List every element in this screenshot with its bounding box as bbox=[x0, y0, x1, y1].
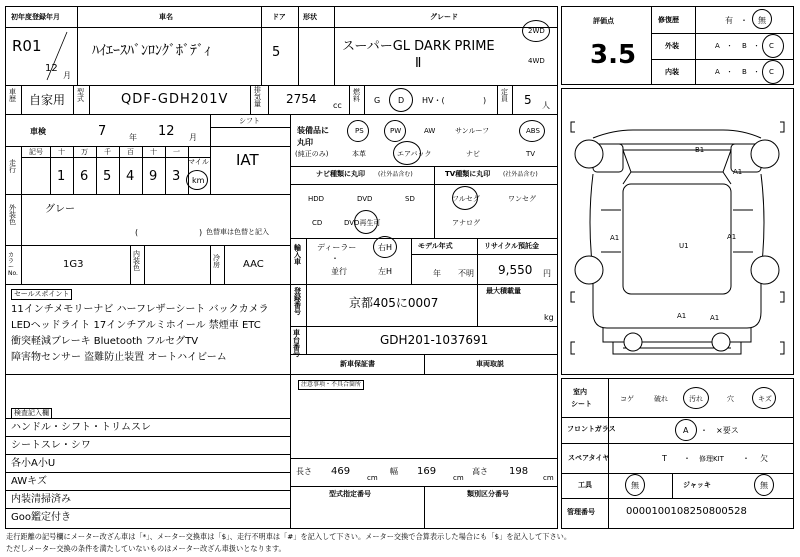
usage-value: 自家用 bbox=[29, 93, 66, 107]
inspection-year: 7 bbox=[98, 124, 107, 139]
sheet-item: 穴 bbox=[727, 395, 734, 403]
navi-item: DVD bbox=[357, 195, 373, 203]
inspection-note-line: 内装清掃済み bbox=[11, 494, 71, 505]
vehicle-diagram bbox=[563, 92, 792, 372]
cap-value: 5 bbox=[524, 93, 532, 107]
mileage-head: 千 bbox=[104, 148, 111, 156]
equip-item: ABS bbox=[526, 127, 540, 135]
class-code-label: 類別区分番号 bbox=[467, 490, 509, 498]
glass-x: ×要ス bbox=[716, 426, 739, 435]
door-value: 5 bbox=[272, 45, 281, 60]
mileage-digit: 1 bbox=[57, 169, 66, 184]
ext-label: 外装 bbox=[665, 42, 679, 50]
glass-label: フロントガラス bbox=[567, 425, 616, 433]
repair-no: 無 bbox=[758, 16, 766, 25]
spare-dot-1: ・ bbox=[683, 454, 691, 463]
repair-dot: ・ bbox=[740, 16, 748, 25]
first-reg-label: 初年度登録年月 bbox=[11, 13, 60, 21]
glass-dot: ・ bbox=[700, 426, 708, 435]
grade-value-2: Ⅱ bbox=[415, 56, 422, 71]
selling-point-line: 障害物センサー 盗難防止装置 オートハイビーム bbox=[11, 352, 227, 363]
damage-mark: A1 bbox=[677, 312, 687, 320]
plate-label: 登録番号 bbox=[294, 287, 301, 316]
scratch-circle bbox=[752, 387, 776, 409]
tools-none-circle bbox=[625, 474, 645, 496]
int-grade-dot: ・ bbox=[726, 68, 733, 76]
jack-none: 無 bbox=[760, 481, 768, 490]
repair-yes: 有 bbox=[725, 16, 733, 25]
pw-circle bbox=[384, 120, 406, 142]
equip-label-3: (純正のみ) bbox=[295, 150, 329, 158]
ext-c-circle bbox=[762, 34, 784, 58]
car-name-value: ﾊｲｴｰｽﾊﾞﾝﾛﾝｸﾞﾎﾞﾃﾞｨ bbox=[92, 43, 211, 59]
width-label: 幅 bbox=[390, 467, 398, 476]
length-unit: cm bbox=[367, 474, 378, 482]
inspection-year-unit: 年 bbox=[129, 133, 137, 142]
interior-sheet-label-1: 室内 bbox=[573, 388, 587, 396]
model-year-unit: 年 bbox=[433, 269, 441, 278]
equip-item: エアバック bbox=[397, 150, 432, 158]
inspection-note-line: ハンドル・シフト・トリムスレ bbox=[11, 422, 151, 433]
dvd-player-circle bbox=[354, 210, 378, 234]
ext-grade-dot: ・ bbox=[753, 42, 760, 50]
cap-unit: 人 bbox=[542, 101, 550, 110]
abs-circle bbox=[519, 120, 545, 142]
fuel-close: ) bbox=[483, 96, 487, 105]
stain-circle bbox=[683, 387, 709, 409]
fullseg-circle bbox=[452, 186, 478, 210]
reg-era: R01 bbox=[12, 37, 42, 55]
grade-label: グレード bbox=[430, 13, 458, 21]
spare-kit: 修理KIT bbox=[699, 455, 724, 463]
mileage-head: 万 bbox=[81, 148, 88, 156]
mileage-head: 記号 bbox=[29, 148, 43, 156]
fuel-label: 燃料 bbox=[353, 88, 360, 103]
navi-item: SD bbox=[405, 195, 415, 203]
model-value: QDF-GDH201V bbox=[121, 92, 229, 107]
max-load-label: 最大積載量 bbox=[486, 287, 521, 295]
height-value: 198 bbox=[509, 466, 529, 477]
model-year-label: モデル年式 bbox=[418, 242, 453, 250]
mileage-label: 走行 bbox=[9, 159, 16, 174]
sheet-item: コゲ bbox=[620, 395, 634, 403]
int-grade-C: C bbox=[769, 68, 774, 76]
right-h-circle bbox=[373, 236, 397, 258]
vehicle-manual: 車両取説 bbox=[476, 360, 504, 368]
spare-t: T bbox=[662, 454, 667, 463]
equip-item: AW bbox=[424, 127, 436, 135]
int-c-circle bbox=[762, 60, 784, 84]
grade-value-1: スーパーGL DARK PRIME bbox=[342, 39, 495, 54]
damage-mark: U1 bbox=[679, 242, 689, 250]
recycle-value: 9,550 bbox=[498, 263, 533, 277]
km-label: km bbox=[192, 176, 205, 185]
color-paren: ( bbox=[135, 228, 139, 237]
selling-point-line: 11インチメモリーナビ ハーフレザーシート バックカメラ bbox=[11, 304, 269, 315]
glass-a: A bbox=[683, 426, 689, 435]
chassis-label: 車台番号 bbox=[293, 329, 300, 358]
footer-line-1: 走行距離の記号欄にメーター改ざん車は「*」、メーター交換車は「$」、走行不明車は「#」を記入して下さい。メーター交換で合算表示した場合にも「$」を記入して下さい。 bbox=[6, 532, 572, 541]
type-spec-label: 型式指定番号 bbox=[329, 490, 371, 498]
color-note: 色替車は色替と記入 bbox=[206, 228, 269, 236]
color-paren-close: ) bbox=[199, 228, 203, 237]
int-grade-A: A bbox=[715, 68, 720, 76]
ext-grade-C: C bbox=[769, 42, 774, 50]
sheet-item: キズ bbox=[758, 395, 772, 403]
fuel-d-circle bbox=[389, 88, 413, 112]
width-unit: cm bbox=[453, 474, 464, 482]
equip-item: サンルーフ bbox=[455, 127, 490, 135]
fuel-d: D bbox=[398, 96, 405, 105]
damage-mark: A1 bbox=[610, 234, 620, 242]
navi-item: HDD bbox=[308, 195, 325, 203]
damage-mark: A1 bbox=[710, 314, 720, 322]
tv-label: TV種類に丸印 bbox=[445, 170, 491, 178]
equip-label-1: 装備品に bbox=[297, 126, 329, 135]
notes-label: 注意事項・不具合箇所 bbox=[298, 380, 364, 390]
tv-item: ワンセグ bbox=[508, 195, 536, 203]
color-label: 外装色 bbox=[9, 204, 16, 226]
ext-grade-A: A bbox=[715, 42, 720, 50]
mileage-digit: 3 bbox=[172, 169, 181, 184]
mileage-head: 十 bbox=[150, 148, 157, 156]
tools-none: 無 bbox=[631, 481, 639, 490]
inspection-note-line: 各小A小U bbox=[11, 458, 56, 469]
shift-value: IAT bbox=[236, 151, 259, 169]
inspection-label: 車検 bbox=[30, 127, 46, 136]
equip-item: 本革 bbox=[352, 150, 366, 158]
door-label: ドア bbox=[272, 13, 286, 21]
drive-4wd: 4WD bbox=[528, 57, 545, 65]
selling-points-label: セールスポイント bbox=[11, 289, 72, 300]
interior-color-label: 内装色 bbox=[133, 250, 140, 272]
ac-value: AAC bbox=[243, 259, 264, 270]
shape-label: 形状 bbox=[303, 13, 317, 21]
inspection-note-line: シートスレ・シワ bbox=[11, 440, 91, 451]
reg-month: 12 bbox=[45, 63, 58, 74]
airbag-circle bbox=[393, 141, 421, 165]
color-value: グレー bbox=[45, 204, 75, 215]
sheet-item: 汚れ bbox=[689, 395, 703, 403]
cap-label: 定員 bbox=[501, 88, 508, 103]
inspection-notes-label: 検査記入欄 bbox=[11, 408, 52, 419]
chassis-value: GDH201-1037691 bbox=[380, 333, 489, 347]
height-label: 高さ bbox=[472, 467, 488, 476]
interior-sheet-label-2: シート bbox=[571, 400, 592, 408]
recycle-label: リサイクル預託金 bbox=[484, 242, 540, 250]
score-label: 評価点 bbox=[593, 17, 614, 25]
mileage-digit: 9 bbox=[149, 169, 158, 184]
disp-label: 排気量 bbox=[254, 86, 261, 108]
ext-grade-dot: ・ bbox=[726, 42, 733, 50]
inspection-note-line: Goo鑑定付き bbox=[11, 512, 71, 523]
damage-mark: B1 bbox=[695, 146, 705, 154]
repair-label: 修復歴 bbox=[658, 16, 679, 24]
selling-point-line: 衝突軽減ブレーキ Bluetooth フルセグTV bbox=[11, 336, 199, 347]
jack-label: ジャッキ bbox=[683, 481, 711, 489]
int-grade-dot: ・ bbox=[753, 68, 760, 76]
sheet-item: 破れ bbox=[654, 395, 668, 403]
model-year-unknown: 不明 bbox=[458, 269, 474, 278]
color-no-label: カラーNo. bbox=[8, 252, 18, 277]
ac-label: 冷房 bbox=[213, 254, 220, 269]
height-unit: cm bbox=[543, 474, 554, 482]
int-grade-B: B bbox=[742, 68, 747, 76]
int-label: 内装 bbox=[665, 68, 679, 76]
tools-label: 工具 bbox=[578, 481, 592, 489]
length-label: 長さ bbox=[296, 467, 312, 476]
recycle-unit: 円 bbox=[543, 269, 551, 278]
equip-item: ナビ bbox=[466, 150, 480, 158]
length-value: 469 bbox=[331, 466, 351, 477]
spare-dot-2: ・ bbox=[742, 454, 750, 463]
mileage-digit: 6 bbox=[80, 169, 89, 184]
mileage-digit: 5 bbox=[103, 169, 112, 184]
ps-circle bbox=[347, 120, 369, 142]
mile-label: マイル bbox=[188, 158, 209, 166]
jack-none-circle bbox=[754, 474, 774, 496]
drive-2wd-circle bbox=[522, 20, 550, 42]
tv-item: フルセグ bbox=[452, 195, 480, 203]
mileage-head: 十 bbox=[58, 148, 65, 156]
tv-note: (社外品含む) bbox=[503, 171, 538, 178]
disp-value: 2754 bbox=[286, 92, 317, 106]
spare-label: スペアタイヤ bbox=[568, 454, 610, 462]
mgmt-label: 管理番号 bbox=[567, 508, 595, 516]
car-name-label: 車名 bbox=[159, 13, 173, 21]
repair-no-circle bbox=[752, 9, 772, 29]
equip-label-2: 丸印 bbox=[297, 138, 313, 147]
mileage-head: 百 bbox=[127, 148, 134, 156]
color-no-value: 1G3 bbox=[63, 259, 84, 270]
equip-item: PW bbox=[390, 127, 402, 135]
spare-none: 欠 bbox=[760, 454, 768, 463]
import-label: 輸入車 bbox=[294, 244, 301, 266]
usage-label: 車歴 bbox=[9, 88, 16, 103]
glass-a-circle bbox=[675, 419, 697, 441]
drive-2wd: 2WD bbox=[528, 27, 545, 35]
fuel-g: G bbox=[374, 96, 381, 105]
navi-item: CD bbox=[312, 219, 323, 227]
mgmt-value: 0000100108250800528 bbox=[626, 506, 747, 517]
import-right: 右H bbox=[378, 243, 393, 252]
footer-line-2: ただしメーター交換の条件を満たしていないものはメーター改ざん車扱いとなります。 bbox=[6, 544, 286, 553]
damage-mark: A1 bbox=[727, 233, 737, 241]
max-load-unit: kg bbox=[544, 313, 554, 322]
disp-unit: cc bbox=[333, 101, 342, 110]
import-parallel: 並行 bbox=[331, 267, 347, 276]
selling-point-line: LEDヘッドライト 17インチアルミホイール 禁煙車 ETC bbox=[11, 320, 261, 331]
model-label: 型式 bbox=[77, 88, 84, 103]
equip-item: TV bbox=[526, 150, 536, 158]
damage-mark: A1 bbox=[733, 168, 743, 176]
ext-grade-B: B bbox=[742, 42, 747, 50]
tv-item: アナログ bbox=[452, 219, 480, 227]
equip-item: PS bbox=[355, 127, 364, 135]
width-value: 169 bbox=[417, 466, 437, 477]
navi-item: DVD再生可 bbox=[344, 219, 381, 227]
inspection-note-line: AWキズ bbox=[11, 476, 47, 487]
import-dot: ・ bbox=[331, 254, 339, 263]
import-dealer: ディーラー bbox=[317, 243, 357, 252]
navi-label: ナビ種類に丸印 bbox=[316, 170, 365, 178]
navi-note: (社外品含む) bbox=[378, 171, 413, 178]
mileage-head: 一 bbox=[173, 148, 180, 156]
import-left: 左H bbox=[378, 267, 393, 276]
score-value: 3.5 bbox=[590, 40, 637, 70]
km-circle bbox=[186, 170, 208, 190]
inspection-month: 12 bbox=[158, 124, 175, 139]
new-car-warranty: 新車保証書 bbox=[340, 360, 375, 368]
reg-month-unit: 月 bbox=[63, 71, 71, 80]
shift-label: シフト bbox=[239, 117, 260, 125]
inspection-month-unit: 月 bbox=[189, 133, 197, 142]
plate-value: 京都405に0007 bbox=[349, 296, 439, 310]
mileage-digit: 4 bbox=[126, 169, 135, 184]
fuel-hv: HV・( bbox=[422, 96, 445, 105]
